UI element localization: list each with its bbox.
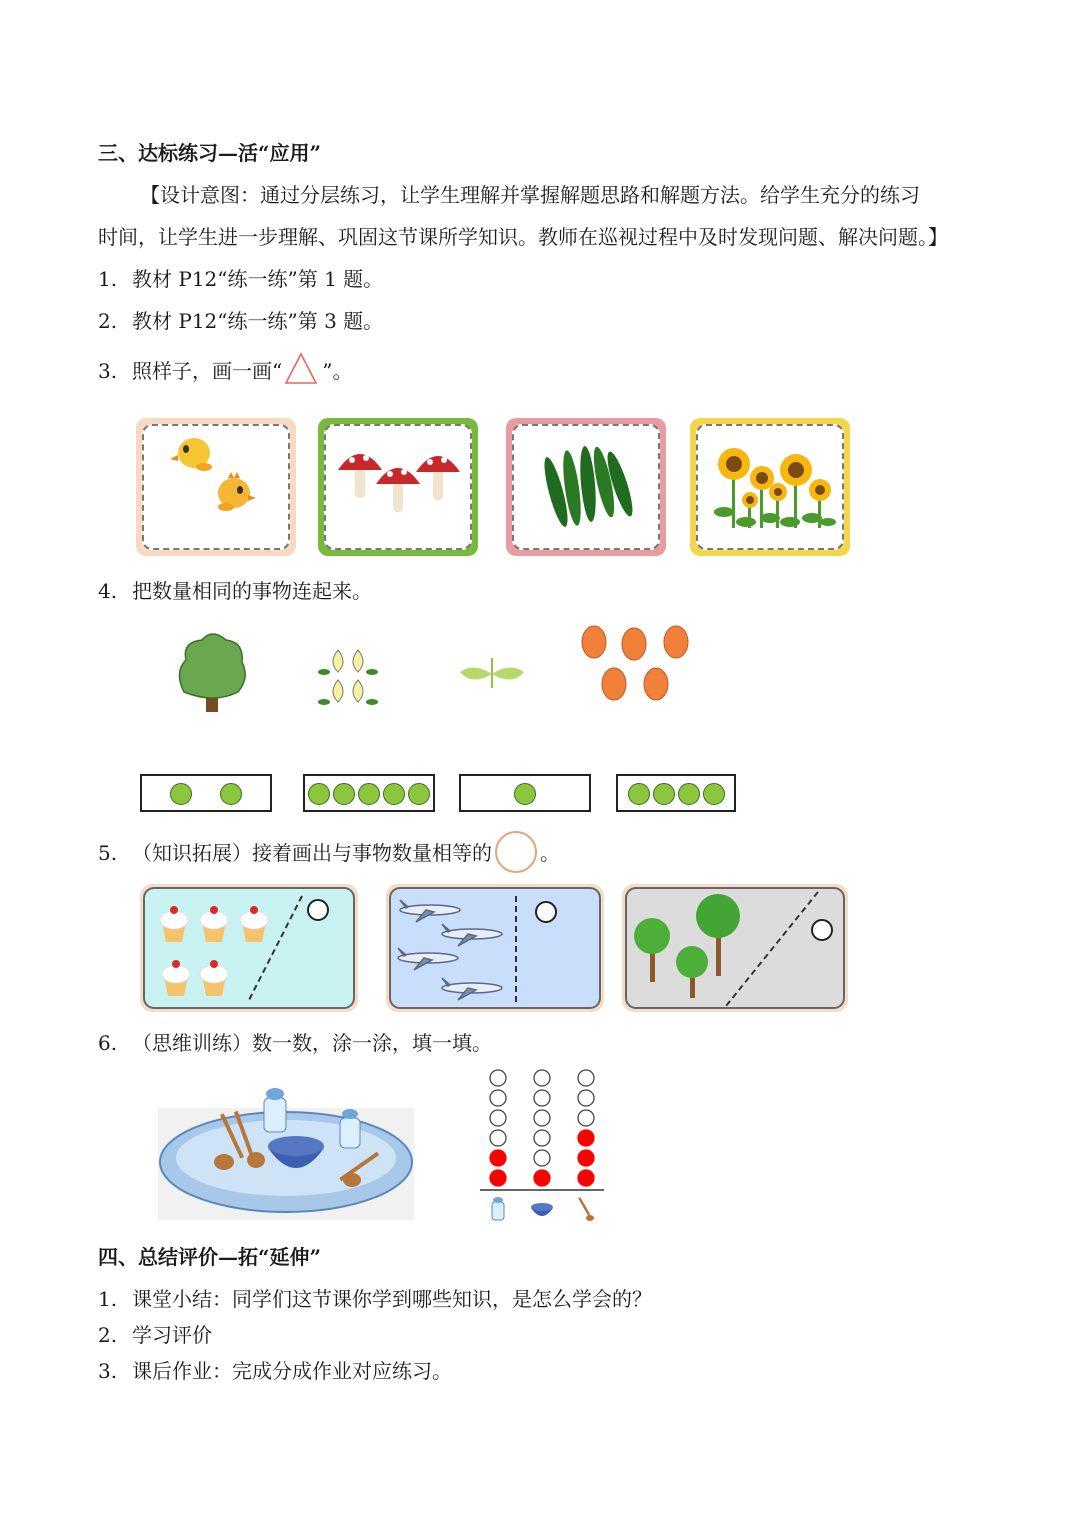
exercise-6 <box>98 1030 492 1056</box>
green-dot <box>358 783 380 805</box>
answer-circle <box>812 920 832 940</box>
bead-filled <box>534 1170 550 1186</box>
green-dot <box>308 783 330 805</box>
bead-empty <box>534 1070 550 1086</box>
summary-item-3 <box>98 1358 452 1384</box>
exercise-text: （知识拓展）接着画出与事物数量相等的 <box>132 841 492 865</box>
bead-empty <box>534 1110 550 1126</box>
abacus-chart <box>476 1068 616 1228</box>
sunflowers-card <box>690 418 850 556</box>
dot-count-box <box>459 774 591 812</box>
exercise-1 <box>98 266 383 292</box>
sunflowers-picture <box>690 418 850 556</box>
cucumbers-picture <box>506 418 666 556</box>
green-dot <box>220 783 242 805</box>
bead-filled <box>578 1150 594 1166</box>
chicks-picture <box>136 418 296 556</box>
dot-count-box <box>140 774 272 812</box>
exercise-3 <box>98 358 352 384</box>
cucumbers-card <box>506 418 666 556</box>
exercise-4 <box>98 578 372 604</box>
summary-item-1 <box>98 1286 652 1312</box>
mushrooms-card <box>318 418 478 556</box>
exercise-2 <box>98 308 383 334</box>
item-number: 1. <box>98 1287 118 1311</box>
section4-heading: 四、总结评价—拓“延伸” <box>98 1245 322 1269</box>
item-number: 3. <box>98 1359 118 1383</box>
item-number: 2. <box>98 1323 118 1347</box>
green-dot <box>170 783 192 805</box>
bottle-icon <box>340 1109 360 1148</box>
bead-empty <box>490 1090 506 1106</box>
exercise-text: 教材 P12“练一练”第 3 题。 <box>132 309 384 333</box>
exercise-text: （思维训练）数一数，涂一涂，填一填。 <box>132 1031 492 1055</box>
carrots-picture <box>582 626 688 700</box>
green-dot <box>628 783 650 805</box>
bead-empty <box>534 1090 550 1106</box>
bottle-icon <box>264 1088 286 1132</box>
exercise-text: 照样子，画一画“ <box>132 359 283 383</box>
answer-circle <box>536 902 556 922</box>
peaches-picture <box>318 650 378 705</box>
dot-count-box <box>303 774 435 812</box>
spoon-icon <box>578 1197 594 1221</box>
bead-empty <box>578 1070 594 1086</box>
bead-empty <box>490 1070 506 1086</box>
exercise-number: 3. <box>98 359 118 383</box>
design-intent-line1: 【设计意图：通过分层练习，让学生理解并掌握解题思路和解题方法。给学生充分的练习 <box>140 183 920 207</box>
plate-picture <box>158 1084 418 1224</box>
bowl-icon <box>531 1203 553 1216</box>
bead-filled <box>490 1150 506 1166</box>
answer-circle <box>308 900 328 920</box>
green-dot <box>514 783 536 805</box>
section3-heading: 三、达标练习—活“应用” <box>98 141 322 165</box>
exercise-text-end: 。 <box>540 841 560 865</box>
bead-empty <box>578 1110 594 1126</box>
design-intent-line2: 时间，让学生进一步理解、巩固这节课所学知识。教师在巡视过程中及时发现问题、解决问题。】 <box>98 225 948 249</box>
item-text: 学习评价 <box>132 1323 212 1347</box>
exercise-text-end: ”。 <box>322 359 353 383</box>
exercise-number: 5. <box>98 841 118 865</box>
summary-item-2 <box>98 1322 212 1348</box>
q4-pictures <box>150 620 1050 740</box>
bead-empty <box>490 1130 506 1146</box>
green-dot <box>333 783 355 805</box>
bead-empty <box>490 1110 506 1126</box>
airplanes-panel <box>386 884 604 1012</box>
chicks-card <box>136 418 296 556</box>
leaves-picture <box>460 658 524 688</box>
green-dot <box>703 783 725 805</box>
green-dot <box>383 783 405 805</box>
green-dot <box>678 783 700 805</box>
bottle-icon <box>492 1197 504 1220</box>
trees-panel <box>622 884 848 1012</box>
exercise-text: 教材 P12“练一练”第 1 题。 <box>132 267 384 291</box>
exercise-text: 把数量相同的事物连起来。 <box>132 579 372 603</box>
exercise-number: 6. <box>98 1031 118 1055</box>
exercise-number: 1. <box>98 267 118 291</box>
circle-icon <box>492 840 540 866</box>
bead-filled <box>490 1170 506 1186</box>
mushrooms-picture <box>318 418 478 556</box>
cupcakes-panel <box>140 884 358 1012</box>
dot-count-box <box>616 774 736 812</box>
tree-picture <box>179 634 245 712</box>
bead-filled <box>578 1130 594 1146</box>
bead-empty <box>534 1130 550 1146</box>
exercise-5 <box>98 840 560 866</box>
item-text: 课后作业：完成分成作业对应练习。 <box>132 1359 452 1383</box>
bead-empty <box>578 1090 594 1106</box>
bead-filled <box>578 1170 594 1186</box>
item-text: 课堂小结：同学们这节课你学到哪些知识，是怎么学会的？ <box>132 1287 652 1311</box>
bead-empty <box>534 1150 550 1166</box>
green-dot <box>653 783 675 805</box>
exercise-number: 2. <box>98 309 118 333</box>
exercise-number: 4. <box>98 579 118 603</box>
triangle-icon <box>282 358 322 384</box>
green-dot <box>408 783 430 805</box>
